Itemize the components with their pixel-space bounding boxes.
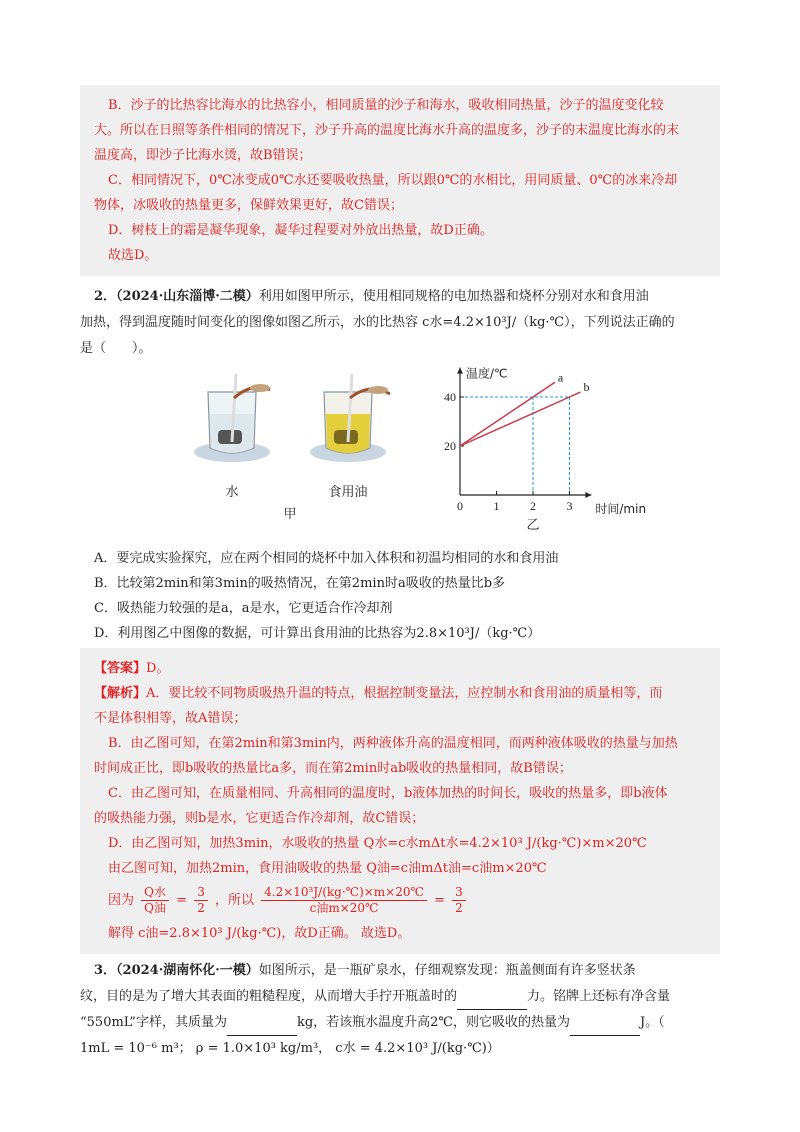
series-label-b: b	[583, 380, 590, 395]
y-axis-label: 温度/℃	[466, 366, 508, 381]
water-beaker	[194, 374, 270, 462]
x-tick-label-1: 1	[493, 499, 500, 513]
equals-1: =	[176, 893, 188, 908]
analysis-a-line2: 不是体积相等，故A错误；	[94, 711, 247, 726]
temperature-chart	[440, 362, 670, 540]
prev-analysis-box	[80, 85, 720, 276]
fraction-heat-num: 4.2×10³J/(kg·℃)×m×20℃	[261, 885, 427, 901]
fraction-heat-den: c油m×20℃	[309, 901, 379, 915]
analysis-b-line2: 时间成正比，即b吸收的热量比a多，而在第2min时ab吸收的热量相同，故B错误；	[94, 761, 572, 776]
so-text: ，所以	[214, 893, 254, 908]
q3-source: 3．（2024·湖南怀化·一模）	[94, 963, 259, 978]
blank-mass[interactable]	[227, 1021, 297, 1036]
q2-stem2: 加热，得到温度随时间变化的图像如图乙所示，水的比热容 c水=4.2×10³J/（kg·℃），下列说法正确的	[80, 315, 675, 330]
answer-line	[94, 656, 712, 681]
q3-stem4: 1mL = 10⁻⁶ m³； ρ = 1.0×10³ kg/m³， c水 = 4.2×10³ J/(kg·℃)）	[80, 1041, 500, 1056]
prev-b-line2: 大。所以在日照等条件相同的情况下，沙子升高的温度比海水升高的温度多，沙子的末温度比海水的末	[94, 123, 680, 138]
analysis-tag: 【解析】	[94, 686, 147, 701]
q3-line2	[80, 984, 720, 1010]
x-axis-arrow	[585, 492, 591, 498]
option-b[interactable]: B．比较第2min和第3min的吸热情况，在第2min时a吸收的热量比b多	[94, 576, 506, 591]
analysis-d-line1: D．由乙图可知，加热3min，水吸收的热量 Q水=c水mΔt水=4.2×10³ J/(kg·℃)×m×20℃	[108, 836, 647, 851]
q3-stem1: 如图所示，是一瓶矿泉水，仔细观察发现：瓶盖侧面有许多竖状条	[258, 963, 636, 978]
answer-tag: 【答案】	[94, 661, 147, 676]
blank-friction[interactable]	[457, 995, 527, 1010]
prev-c-line2: 物体，冰吸收的热量更多，保鲜效果更好，故C错误；	[94, 198, 403, 213]
q2-figure	[80, 364, 720, 542]
fraction-value-2-num: 3	[452, 885, 466, 901]
q3-stem3a: “550mL”字样，其质量为	[80, 1015, 227, 1030]
chart-lines	[460, 382, 580, 446]
y-tick-label-20: 20	[444, 439, 456, 453]
chart-axes	[457, 368, 591, 498]
q2-stem-line1	[80, 284, 720, 310]
analysis-b-line1: B．由乙图可知，在第2min和第3min内，两种液体升高的温度相同，而两种液体吸收的热量与加热	[108, 736, 678, 751]
beakers-figure	[190, 364, 440, 542]
q3-line1	[80, 958, 720, 984]
fraction-q-num: Q水	[141, 885, 169, 901]
q2-stem1: 利用如图甲所示，使用相同规格的电加热器和烧杯分别对水和食用油	[258, 289, 649, 304]
x-tick-label-2: 2	[530, 499, 536, 513]
q2-source: 2．（2024·山东淄博·二模）	[94, 289, 259, 304]
y-tick-label-40: 40	[444, 390, 456, 404]
analysis-a1: A．要比较不同物质吸热升温的特点，根据控制变量法，应控制水和食用油的质量相等，而	[146, 686, 663, 701]
x-axis-label: 时间/min	[595, 502, 647, 516]
analysis-c-line1: C．由乙图可知，在质量相同、升高相同的温度时，b液体加热的时间长，吸收的热量多，即b液体	[108, 786, 668, 801]
q3-stem3b: kg，若该瓶水温度升高2℃，则它吸收的热量为	[296, 1015, 570, 1030]
analysis-d-fraction	[94, 881, 712, 921]
fraction-q-den: Q油	[144, 901, 166, 915]
fraction-value-2	[452, 885, 466, 916]
series-label-a: a	[557, 370, 564, 385]
analysis-d-line2: 由乙图可知，加热2min，食用油吸收的热量 Q油=c油mΔt油=c油m×20℃	[108, 861, 547, 876]
x-tick-label-0: 0	[457, 499, 463, 513]
prev-b-line3: 温度高，即沙子比海水烫，故B错误；	[94, 148, 312, 163]
question-2	[80, 284, 720, 362]
chart-labels	[444, 366, 646, 533]
q3-stem2a: 纹，目的是为了增大其表面的粗糙程度，从而增大手拧开瓶盖时的	[80, 989, 458, 1004]
analysis-a-line1	[94, 681, 712, 706]
q3-stem3c: J。（	[639, 1015, 665, 1030]
blank-heat[interactable]	[570, 1021, 640, 1036]
fraction-value-1	[194, 885, 208, 916]
q3-stem2b: 力。铭牌上还标有净含量	[527, 989, 671, 1004]
question-3	[80, 958, 720, 1062]
option-d[interactable]: D．利用图乙中图像的数据，可计算出食用油的比热容为2.8×10³J/（kg·℃）	[94, 626, 541, 641]
analysis-c-line2: 的吸热能力强，则b是水，它更适合作冷却剂，故C错误；	[94, 811, 425, 826]
fraction-heat-ratio	[261, 885, 427, 916]
y-axis-arrow	[457, 368, 463, 374]
q2-analysis-box	[80, 648, 720, 954]
q2-options	[80, 546, 720, 646]
label-oil: 食用油	[328, 485, 368, 500]
caption-jia: 甲	[283, 507, 297, 522]
option-a[interactable]: A．要完成实验探究，应在两个相同的烧杯中加入体积和初温均相同的水和食用油	[94, 551, 559, 566]
chart-guides	[460, 397, 570, 495]
equals-2: =	[434, 893, 445, 908]
fraction-value-1-den: 2	[197, 901, 205, 915]
series-line-a	[460, 382, 555, 446]
prev-choose: 故选D。	[108, 248, 158, 263]
because-text: 因为	[108, 893, 135, 908]
answer-value: D。	[146, 661, 170, 676]
page	[80, 85, 720, 1062]
q2-stem3: 是（ ）。	[80, 341, 152, 356]
analysis-solve: 解得 c油=2.8×10³ J/(kg·℃)，故D正确。 故选D。	[108, 926, 411, 941]
prev-d-line1: D．树枝上的霜是凝华现象，凝华过程要对外放出热量，故D正确。	[108, 223, 493, 238]
prev-b-line1: B．沙子的比热容比海水的比热容小，相同质量的沙子和海水，吸收相同热量，沙子的温度变化较	[108, 98, 664, 113]
fraction-value-1-num: 3	[194, 885, 208, 901]
option-c[interactable]: C．吸热能力较强的是a，a是水，它更适合作冷却剂	[94, 601, 393, 616]
prev-c-line1: C．相同情况下，0℃冰变成0℃水还要吸收热量，所以跟0℃的水相比，用同质量、0℃的冰来冷却	[108, 173, 678, 188]
q3-line3	[80, 1010, 720, 1036]
oil-beaker	[310, 374, 390, 462]
chart-caption: 乙	[526, 518, 540, 533]
series-line-b	[460, 392, 580, 446]
fraction-q-ratio	[141, 885, 169, 916]
x-tick-label-3: 3	[566, 499, 573, 513]
fraction-value-2-den: 2	[455, 901, 463, 915]
label-water: 水	[225, 485, 239, 500]
